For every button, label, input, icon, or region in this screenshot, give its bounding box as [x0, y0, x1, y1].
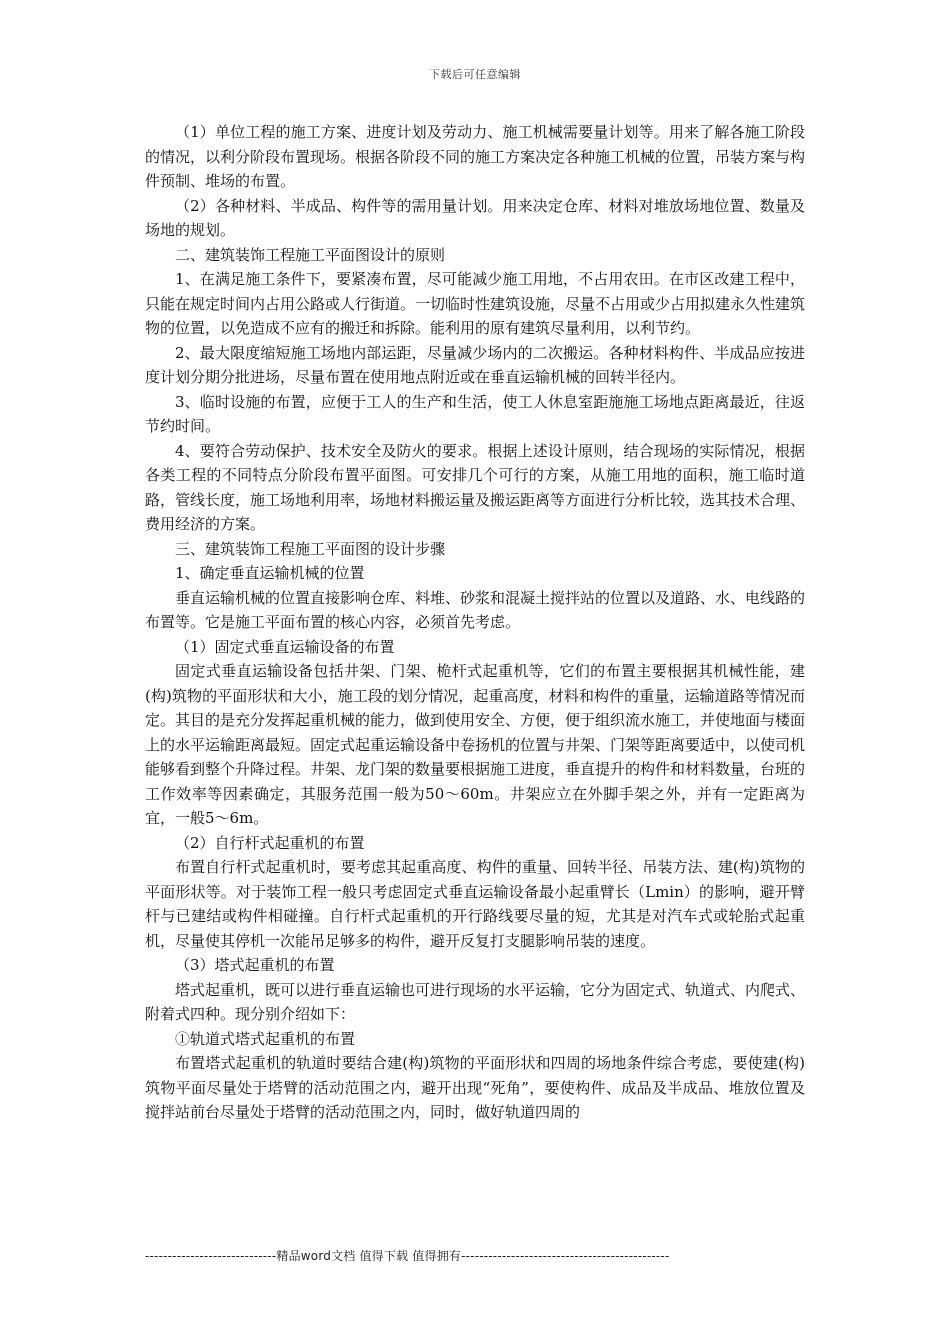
subsection-heading: （1）固定式垂直运输设备的布置 — [175, 637, 395, 656]
document-body — [145, 120, 805, 1125]
paragraph: 3、临时设施的布置，应便于工人的生产和生活，使工人休息室距施施工场地点距离最近，往返节约时间。 — [145, 392, 805, 435]
paragraph: （1）单位工程的施工方案、进度计划及劳动力、施工机械需要量计划等。用来了解各施工阶段的情况，以利分阶段布置现场。根据各阶段不同的施工方案决定各种施工机械的位置，吊装方案与构件预制、堆场的布置。 — [145, 123, 806, 190]
subsection-heading: （2）自行杆式起重机的布置 — [175, 833, 365, 852]
page-footer: -----------------------------精品word文档 值得下载 值得拥有---------------------------------------------- — [145, 1249, 670, 1263]
section-heading: 二、建筑装饰工程施工平面图设计的原则 — [175, 245, 446, 264]
paragraph: 固定式垂直运输设备包括井架、门架、桅杆式起重机等，它们的布置主要根据其机械性能，建(构)筑物的平面形状和大小，施工段的划分情况，起重高度，材料和构件的重量，运输道路等情况而定。其目的是充分发挥起重机械的能力，做到使用安全、方便，便于组织流水施工，并使地面与楼面上的水平运输距离最短。固定式起重运输设备中卷扬机的位置与井架、门架等距离要适中，以使司机能够看到整个升降过程。井架、龙门架的数量要根据施工进度，垂直提升的构件和材料数量，台班的工作效率等因素确定，其服务范围一般为50～60m。井架应立在外脚手架之外，并有一定距离为宜，一般5～6m。 — [145, 662, 806, 827]
paragraph: 布置自行杆式起重机时，要考虑其起重高度、构件的重量、回转半径、吊装方法、建(构)筑物的平面形状等。对于装饰工程一般只考虑固定式垂直运输设备最小起重臂长（Lmin）的影响，避开臂杆与已建结或构件相碰撞。自行杆式起重机的开行路线要尽量的短，尤其是对汽车式或轮胎式起重机，尽量使其停机一次能吊足够多的构件，避开反复打支腿影响吊装的速度。 — [145, 858, 805, 950]
page-header: 下载后可任意编辑 — [429, 68, 521, 81]
paragraph: 塔式起重机，既可以进行垂直运输也可进行现场的水平运输，它分为固定式、轨道式、内爬式、附着式四种。现分别介绍如下： — [145, 980, 806, 1023]
paragraph: 布置塔式起重机的轨道时要结合建(构)筑物的平面形状和四周的场地条件综合考虑，要使建(构)筑物平面尽量处于塔臂的活动范围之内，避开出现“死角”，要使构件、成品及半成品、堆放位置及搅拌站前台尽量处于塔臂的活动范围之内，同时，做好轨道四周的 — [145, 1054, 805, 1121]
subsection-heading: （3）塔式起重机的布置 — [175, 956, 335, 974]
paragraph: 4、要符合劳动保护、技术安全及防火的要求。根据上述设计原则，结合现场的实际情况，根据各类工程的不同特点分阶段布置平面图。可安排几个可行的方案，从施工用地的面积，施工临时道路，管线长度，施工场地利用率，场地材料搬运量及搬运距离等方面进行分析比较，选其技术合理、费用经济的方案。 — [145, 441, 806, 533]
subsection-heading: 1、确定垂直运输机械的位置 — [175, 564, 365, 582]
section-heading: 三、建筑装饰工程施工平面图的设计步骤 — [175, 539, 446, 558]
paragraph: 2、最大限度缩短施工场地内部运距，尽量减少场内的二次搬运。各种材料构件、半成品应按进度计划分期分批进场，尽量布置在使用地点附近或在垂直运输机械的回转半径内。 — [145, 343, 805, 386]
paragraph: 垂直运输机械的位置直接影响仓库、料堆、砂浆和混凝土搅拌站的位置以及道路、水、电线路的布置等。它是施工平面布置的核心内容，必须首先考虑。 — [145, 588, 806, 631]
paragraph: （2）各种材料、半成品、构件等的需用量计划。用来决定仓库、材料对堆放场地位置、数量及场地的规划。 — [145, 196, 805, 239]
subsection-heading: ①轨道式塔式起重机的布置 — [175, 1029, 356, 1048]
paragraph: 1、在满足施工条件下，要紧凑布置，尽可能减少施工用地，不占用农田。在市区改建工程中，只能在规定时间内占用公路或人行街道。一切临时性建筑设施，尽量不占用或少占用拟建永久性建筑物的位置，以免造成不应有的搬迁和拆除。能利用的原有建筑尽量利用，以利节约。 — [145, 270, 806, 337]
